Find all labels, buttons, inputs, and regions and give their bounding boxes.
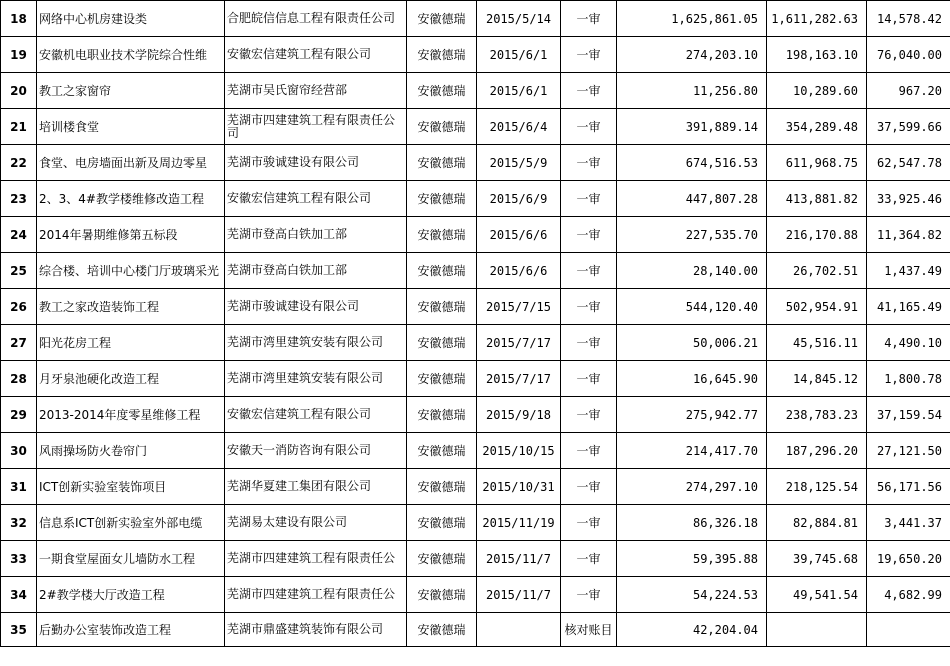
stage-cell[interactable]: 一审 bbox=[561, 109, 617, 145]
row-number-cell[interactable]: 21 bbox=[1, 109, 37, 145]
stage-cell[interactable]: 一审 bbox=[561, 577, 617, 613]
reduced-amount-cell[interactable]: 76,040.00 bbox=[867, 37, 950, 73]
date-cell[interactable]: 2015/10/31 bbox=[477, 469, 561, 505]
table-row bbox=[1, 577, 950, 613]
approved-amount-cell[interactable]: 216,170.88 bbox=[767, 217, 867, 253]
auditor-cell[interactable]: 安徽德瑞 bbox=[407, 433, 477, 469]
row-number-cell[interactable]: 18 bbox=[1, 1, 37, 37]
table-row bbox=[1, 1, 950, 37]
date-cell[interactable]: 2015/6/4 bbox=[477, 109, 561, 145]
reduced-amount-cell[interactable]: 4,682.99 bbox=[867, 577, 950, 613]
row-number-cell[interactable]: 29 bbox=[1, 397, 37, 433]
stage-cell[interactable]: 一审 bbox=[561, 37, 617, 73]
project-name-cell[interactable]: 培训楼食堂 bbox=[37, 109, 225, 145]
row-number-cell[interactable]: 27 bbox=[1, 325, 37, 361]
auditor-cell[interactable]: 安徽德瑞 bbox=[407, 37, 477, 73]
company-cell[interactable]: 芜湖市四建建筑工程有限责任公 bbox=[225, 541, 407, 577]
auditor-cell[interactable]: 安徽德瑞 bbox=[407, 541, 477, 577]
reduced-amount-cell[interactable]: 1,800.78 bbox=[867, 361, 950, 397]
company-cell[interactable]: 芜湖华夏建工集团有限公司 bbox=[225, 469, 407, 505]
submitted-amount-cell[interactable]: 11,256.80 bbox=[617, 73, 767, 109]
approved-amount-cell[interactable]: 413,881.82 bbox=[767, 181, 867, 217]
row-number-cell[interactable]: 30 bbox=[1, 433, 37, 469]
submitted-amount-cell[interactable]: 544,120.40 bbox=[617, 289, 767, 325]
company-cell[interactable]: 芜湖市湾里建筑安装有限公司 bbox=[225, 325, 407, 361]
table-row bbox=[1, 361, 950, 397]
approved-amount-cell[interactable] bbox=[767, 613, 867, 647]
company-cell[interactable]: 芜湖市吴氏窗帘经营部 bbox=[225, 73, 407, 109]
stage-cell[interactable]: 一审 bbox=[561, 181, 617, 217]
date-cell[interactable] bbox=[477, 613, 561, 647]
approved-amount-cell[interactable]: 82,884.81 bbox=[767, 505, 867, 541]
company-cell[interactable]: 安徽宏信建筑工程有限公司 bbox=[225, 37, 407, 73]
stage-cell[interactable]: 一审 bbox=[561, 1, 617, 37]
reduced-amount-cell[interactable]: 14,578.42 bbox=[867, 1, 950, 37]
row-number-cell[interactable]: 20 bbox=[1, 73, 37, 109]
stage-cell[interactable]: 一审 bbox=[561, 433, 617, 469]
row-number-cell[interactable]: 25 bbox=[1, 253, 37, 289]
date-cell[interactable]: 2015/5/14 bbox=[477, 1, 561, 37]
auditor-cell[interactable]: 安徽德瑞 bbox=[407, 325, 477, 361]
project-name-cell[interactable]: 信息系ICT创新实验室外部电缆 bbox=[37, 505, 225, 541]
stage-cell[interactable]: 一审 bbox=[561, 397, 617, 433]
auditor-cell[interactable]: 安徽德瑞 bbox=[407, 181, 477, 217]
table-row bbox=[1, 181, 950, 217]
company-cell[interactable]: 安徽宏信建筑工程有限公司 bbox=[225, 181, 407, 217]
stage-cell[interactable]: 一审 bbox=[561, 253, 617, 289]
approved-amount-cell[interactable]: 354,289.48 bbox=[767, 109, 867, 145]
submitted-amount-cell[interactable]: 50,006.21 bbox=[617, 325, 767, 361]
auditor-cell[interactable]: 安徽德瑞 bbox=[407, 253, 477, 289]
project-name-cell[interactable]: 后勤办公室装饰改造工程 bbox=[37, 613, 225, 647]
table-body bbox=[1, 1, 950, 647]
table-row bbox=[1, 109, 950, 145]
table-row bbox=[1, 145, 950, 181]
table-row bbox=[1, 253, 950, 289]
project-name-cell[interactable]: 风雨操场防火卷帘门 bbox=[37, 433, 225, 469]
date-cell[interactable]: 2015/6/6 bbox=[477, 253, 561, 289]
project-name-cell[interactable]: 教工之家窗帘 bbox=[37, 73, 225, 109]
row-number-cell[interactable]: 34 bbox=[1, 577, 37, 613]
stage-cell[interactable]: 一审 bbox=[561, 325, 617, 361]
row-number-cell[interactable]: 24 bbox=[1, 217, 37, 253]
company-cell[interactable]: 合肥皖信信息工程有限责任公司 bbox=[225, 1, 407, 37]
stage-cell[interactable]: 一审 bbox=[561, 505, 617, 541]
reduced-amount-cell[interactable]: 19,650.20 bbox=[867, 541, 950, 577]
reduced-amount-cell[interactable]: 41,165.49 bbox=[867, 289, 950, 325]
approved-amount-cell[interactable]: 10,289.60 bbox=[767, 73, 867, 109]
row-number-cell[interactable]: 26 bbox=[1, 289, 37, 325]
date-cell[interactable]: 2015/6/1 bbox=[477, 37, 561, 73]
submitted-amount-cell[interactable]: 86,326.18 bbox=[617, 505, 767, 541]
project-name-cell[interactable]: 月牙泉池硬化改造工程 bbox=[37, 361, 225, 397]
company-cell[interactable]: 芜湖市骏诚建设有限公司 bbox=[225, 145, 407, 181]
auditor-cell[interactable]: 安徽德瑞 bbox=[407, 505, 477, 541]
row-number-cell[interactable]: 23 bbox=[1, 181, 37, 217]
submitted-amount-cell[interactable]: 54,224.53 bbox=[617, 577, 767, 613]
row-number-cell[interactable]: 28 bbox=[1, 361, 37, 397]
approved-amount-cell[interactable]: 502,954.91 bbox=[767, 289, 867, 325]
project-name-cell[interactable]: 网络中心机房建设类 bbox=[37, 1, 225, 37]
table-row bbox=[1, 613, 950, 647]
table-row bbox=[1, 37, 950, 73]
submitted-amount-cell[interactable]: 42,204.04 bbox=[617, 613, 767, 647]
date-cell[interactable]: 2015/7/17 bbox=[477, 361, 561, 397]
auditor-cell[interactable]: 安徽德瑞 bbox=[407, 109, 477, 145]
auditor-cell[interactable]: 安徽德瑞 bbox=[407, 577, 477, 613]
table-row bbox=[1, 325, 950, 361]
row-number-cell[interactable]: 19 bbox=[1, 37, 37, 73]
project-name-cell[interactable]: 食堂、电房墙面出新及周边零星 bbox=[37, 145, 225, 181]
reduced-amount-cell[interactable]: 1,437.49 bbox=[867, 253, 950, 289]
stage-cell[interactable]: 一审 bbox=[561, 541, 617, 577]
reduced-amount-cell[interactable]: 967.20 bbox=[867, 73, 950, 109]
auditor-cell[interactable]: 安徽德瑞 bbox=[407, 469, 477, 505]
auditor-cell[interactable]: 安徽德瑞 bbox=[407, 397, 477, 433]
company-cell[interactable]: 芜湖市鼎盛建筑装饰有限公司 bbox=[225, 613, 407, 647]
table-row bbox=[1, 217, 950, 253]
project-name-cell[interactable]: 2014年暑期维修第五标段 bbox=[37, 217, 225, 253]
date-cell[interactable]: 2015/10/15 bbox=[477, 433, 561, 469]
date-cell[interactable]: 2015/6/1 bbox=[477, 73, 561, 109]
reduced-amount-cell[interactable]: 3,441.37 bbox=[867, 505, 950, 541]
company-cell[interactable]: 芜湖市骏诚建设有限公司 bbox=[225, 289, 407, 325]
reduced-amount-cell[interactable]: 37,159.54 bbox=[867, 397, 950, 433]
approved-amount-cell[interactable]: 14,845.12 bbox=[767, 361, 867, 397]
project-name-cell[interactable]: ICT创新实验室装饰项目 bbox=[37, 469, 225, 505]
row-number-cell[interactable]: 32 bbox=[1, 505, 37, 541]
stage-cell[interactable]: 一审 bbox=[561, 217, 617, 253]
date-cell[interactable]: 2015/6/9 bbox=[477, 181, 561, 217]
submitted-amount-cell[interactable]: 28,140.00 bbox=[617, 253, 767, 289]
auditor-cell[interactable]: 安徽德瑞 bbox=[407, 73, 477, 109]
auditor-cell[interactable]: 安徽德瑞 bbox=[407, 217, 477, 253]
project-name-cell[interactable]: 安徽机电职业技术学院综合性维 bbox=[37, 37, 225, 73]
stage-cell[interactable]: 一审 bbox=[561, 73, 617, 109]
approved-amount-cell[interactable]: 49,541.54 bbox=[767, 577, 867, 613]
stage-cell[interactable]: 核对账目 bbox=[561, 613, 617, 647]
auditor-cell[interactable]: 安徽德瑞 bbox=[407, 1, 477, 37]
submitted-amount-cell[interactable]: 274,297.10 bbox=[617, 469, 767, 505]
reduced-amount-cell[interactable]: 62,547.78 bbox=[867, 145, 950, 181]
submitted-amount-cell[interactable]: 447,807.28 bbox=[617, 181, 767, 217]
table-row bbox=[1, 73, 950, 109]
stage-cell[interactable]: 一审 bbox=[561, 289, 617, 325]
submitted-amount-cell[interactable]: 227,535.70 bbox=[617, 217, 767, 253]
date-cell[interactable]: 2015/11/7 bbox=[477, 541, 561, 577]
project-name-cell[interactable]: 2#教学楼大厅改造工程 bbox=[37, 577, 225, 613]
reduced-amount-cell[interactable]: 33,925.46 bbox=[867, 181, 950, 217]
submitted-amount-cell[interactable]: 1,625,861.05 bbox=[617, 1, 767, 37]
company-cell[interactable]: 芜湖市登高白铁加工部 bbox=[225, 253, 407, 289]
date-cell[interactable]: 2015/11/7 bbox=[477, 577, 561, 613]
reduced-amount-cell[interactable]: 27,121.50 bbox=[867, 433, 950, 469]
row-number-cell[interactable]: 22 bbox=[1, 145, 37, 181]
approved-amount-cell[interactable]: 26,702.51 bbox=[767, 253, 867, 289]
approved-amount-cell[interactable]: 238,783.23 bbox=[767, 397, 867, 433]
auditor-cell[interactable]: 安徽德瑞 bbox=[407, 361, 477, 397]
company-cell[interactable]: 安徽宏信建筑工程有限公司 bbox=[225, 397, 407, 433]
date-cell[interactable]: 2015/5/9 bbox=[477, 145, 561, 181]
company-cell[interactable]: 芜湖市四建建筑工程有限责任公司 bbox=[225, 109, 407, 145]
date-cell[interactable]: 2015/7/17 bbox=[477, 325, 561, 361]
project-name-cell[interactable]: 一期食堂屋面女儿墙防水工程 bbox=[37, 541, 225, 577]
row-number-cell[interactable]: 33 bbox=[1, 541, 37, 577]
auditor-cell[interactable]: 安徽德瑞 bbox=[407, 289, 477, 325]
company-cell[interactable]: 安徽天一消防咨询有限公司 bbox=[225, 433, 407, 469]
date-cell[interactable]: 2015/6/6 bbox=[477, 217, 561, 253]
auditor-cell[interactable]: 安徽德瑞 bbox=[407, 145, 477, 181]
table-row bbox=[1, 505, 950, 541]
project-name-cell[interactable]: 综合楼、培训中心楼门厅玻璃采光 bbox=[37, 253, 225, 289]
table-row bbox=[1, 289, 950, 325]
table-row bbox=[1, 541, 950, 577]
company-cell[interactable]: 芜湖易太建设有限公司 bbox=[225, 505, 407, 541]
company-cell[interactable]: 芜湖市湾里建筑安装有限公司 bbox=[225, 361, 407, 397]
project-name-cell[interactable]: 阳光花房工程 bbox=[37, 325, 225, 361]
company-cell[interactable]: 芜湖市登高白铁加工部 bbox=[225, 217, 407, 253]
approved-amount-cell[interactable]: 218,125.54 bbox=[767, 469, 867, 505]
submitted-amount-cell[interactable]: 16,645.90 bbox=[617, 361, 767, 397]
reduced-amount-cell[interactable]: 37,599.66 bbox=[867, 109, 950, 145]
row-number-cell[interactable]: 31 bbox=[1, 469, 37, 505]
reduced-amount-cell[interactable]: 11,364.82 bbox=[867, 217, 950, 253]
approved-amount-cell[interactable]: 45,516.11 bbox=[767, 325, 867, 361]
table-row bbox=[1, 397, 950, 433]
project-name-cell[interactable]: 教工之家改造装饰工程 bbox=[37, 289, 225, 325]
submitted-amount-cell[interactable]: 214,417.70 bbox=[617, 433, 767, 469]
table-row bbox=[1, 469, 950, 505]
date-cell[interactable]: 2015/9/18 bbox=[477, 397, 561, 433]
auditor-cell[interactable]: 安徽德瑞 bbox=[407, 613, 477, 647]
submitted-amount-cell[interactable]: 674,516.53 bbox=[617, 145, 767, 181]
reduced-amount-cell[interactable]: 4,490.10 bbox=[867, 325, 950, 361]
project-name-cell[interactable]: 2013-2014年度零星维修工程 bbox=[37, 397, 225, 433]
approved-amount-cell[interactable]: 187,296.20 bbox=[767, 433, 867, 469]
row-number-cell[interactable]: 35 bbox=[1, 613, 37, 647]
project-name-cell[interactable]: 2、3、4#教学楼维修改造工程 bbox=[37, 181, 225, 217]
company-cell[interactable]: 芜湖市四建建筑工程有限责任公 bbox=[225, 577, 407, 613]
table-row bbox=[1, 433, 950, 469]
approved-amount-cell[interactable]: 1,611,282.63 bbox=[767, 1, 867, 37]
stage-cell[interactable]: 一审 bbox=[561, 145, 617, 181]
stage-cell[interactable]: 一审 bbox=[561, 469, 617, 505]
date-cell[interactable]: 2015/7/15 bbox=[477, 289, 561, 325]
approved-amount-cell[interactable]: 611,968.75 bbox=[767, 145, 867, 181]
submitted-amount-cell[interactable]: 59,395.88 bbox=[617, 541, 767, 577]
approved-amount-cell[interactable]: 39,745.68 bbox=[767, 541, 867, 577]
stage-cell[interactable]: 一审 bbox=[561, 361, 617, 397]
submitted-amount-cell[interactable]: 391,889.14 bbox=[617, 109, 767, 145]
reduced-amount-cell[interactable] bbox=[867, 613, 950, 647]
date-cell[interactable]: 2015/11/19 bbox=[477, 505, 561, 541]
submitted-amount-cell[interactable]: 275,942.77 bbox=[617, 397, 767, 433]
submitted-amount-cell[interactable]: 274,203.10 bbox=[617, 37, 767, 73]
reduced-amount-cell[interactable]: 56,171.56 bbox=[867, 469, 950, 505]
approved-amount-cell[interactable]: 198,163.10 bbox=[767, 37, 867, 73]
